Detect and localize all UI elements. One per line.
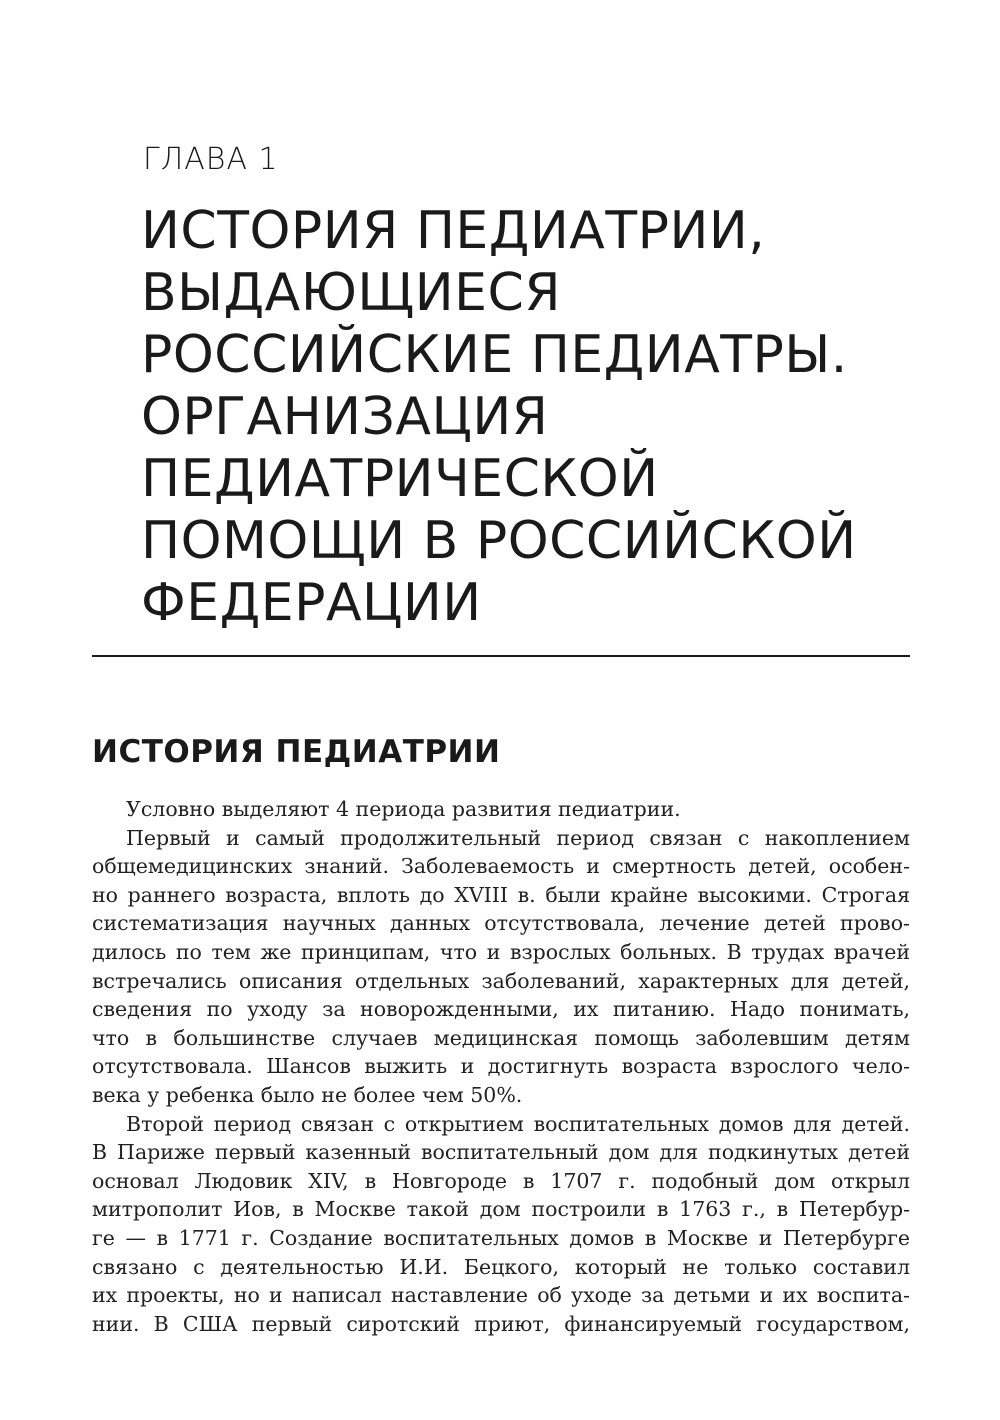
body-line: митрополит Иов, в Москве такой дом построили в 1763 г., в Петербур- (92, 1197, 910, 1222)
body-line: Условно выделяют 4 периода развития педиатрии. (126, 797, 681, 821)
title-divider (92, 655, 910, 657)
body-text (92, 795, 910, 1338)
body-line: сведения по уходу за новорожденными, их питанию. Надо понимать, (92, 997, 910, 1022)
chapter-title-line: ПОМОЩИ В РОССИЙСКОЙ (141, 511, 857, 571)
body-line: века у ребенка было не более чем 50%. (92, 1082, 523, 1107)
body-line: Первый и самый продолжительный период связан с накоплением (126, 825, 910, 850)
chapter-title-line: ФЕДЕРАЦИИ (141, 573, 482, 633)
body-line: нии. В США первый сиротский приют, финансируемый государством, (92, 1311, 910, 1336)
body-line: встречались описания отдельных заболеваний, характерных для детей, (92, 968, 910, 993)
chapter-title-line: ОРГАНИЗАЦИЯ (141, 387, 549, 447)
section-heading: ИСТОРИЯ ПЕДИАТРИИ (92, 734, 501, 770)
chapter-label: ГЛАВА 1 (143, 142, 279, 177)
body-line: связано с деятельностью И.И. Бецкого, который не только составил (92, 1254, 910, 1279)
chapter-title-line: ИСТОРИЯ ПЕДИАТРИИ, (141, 201, 766, 261)
body-line: но раннего возраста, вплоть до XVIII в. были крайне высокими. Строгая (92, 882, 910, 907)
body-line: ге — в 1771 г. Создание воспитательных домов в Москве и Петербурге (92, 1225, 910, 1250)
body-line: дилось по тем же принципам, что и взрослых больных. В трудах врачей (92, 939, 910, 964)
body-line: В Париже первый казенный воспитательный дом для подкинутых детей (92, 1140, 910, 1165)
body-line: Второй период связан с открытием воспитательных домов для детей. (126, 1111, 910, 1136)
body-line: отсутствовала. Шансов выжить и достигнуть возраста взрослого чело- (92, 1054, 910, 1079)
body-line: основал Людовик XIV, в Новгороде в 1707 г. подобный дом открыл (92, 1168, 910, 1193)
chapter-title-line: ПЕДИАТРИЧЕСКОЙ (141, 449, 659, 509)
body-line: что в большинстве случаев медицинская помощь заболевшим детям (92, 1025, 910, 1050)
chapter-title-line: ВЫДАЮЩИЕСЯ (141, 263, 561, 323)
chapter-title (141, 200, 857, 634)
chapter-title-line: РОССИЙСКИЕ ПЕДИАТРЫ. (141, 325, 848, 385)
body-line: общемедицинских знаний. Заболеваемость и смертность детей, особен- (92, 854, 910, 879)
body-line: систематизация научных данных отсутствовала, лечение детей прово- (92, 911, 910, 936)
body-line: их проекты, но и написал наставление об уходе за детьми и их воспита- (92, 1283, 910, 1308)
